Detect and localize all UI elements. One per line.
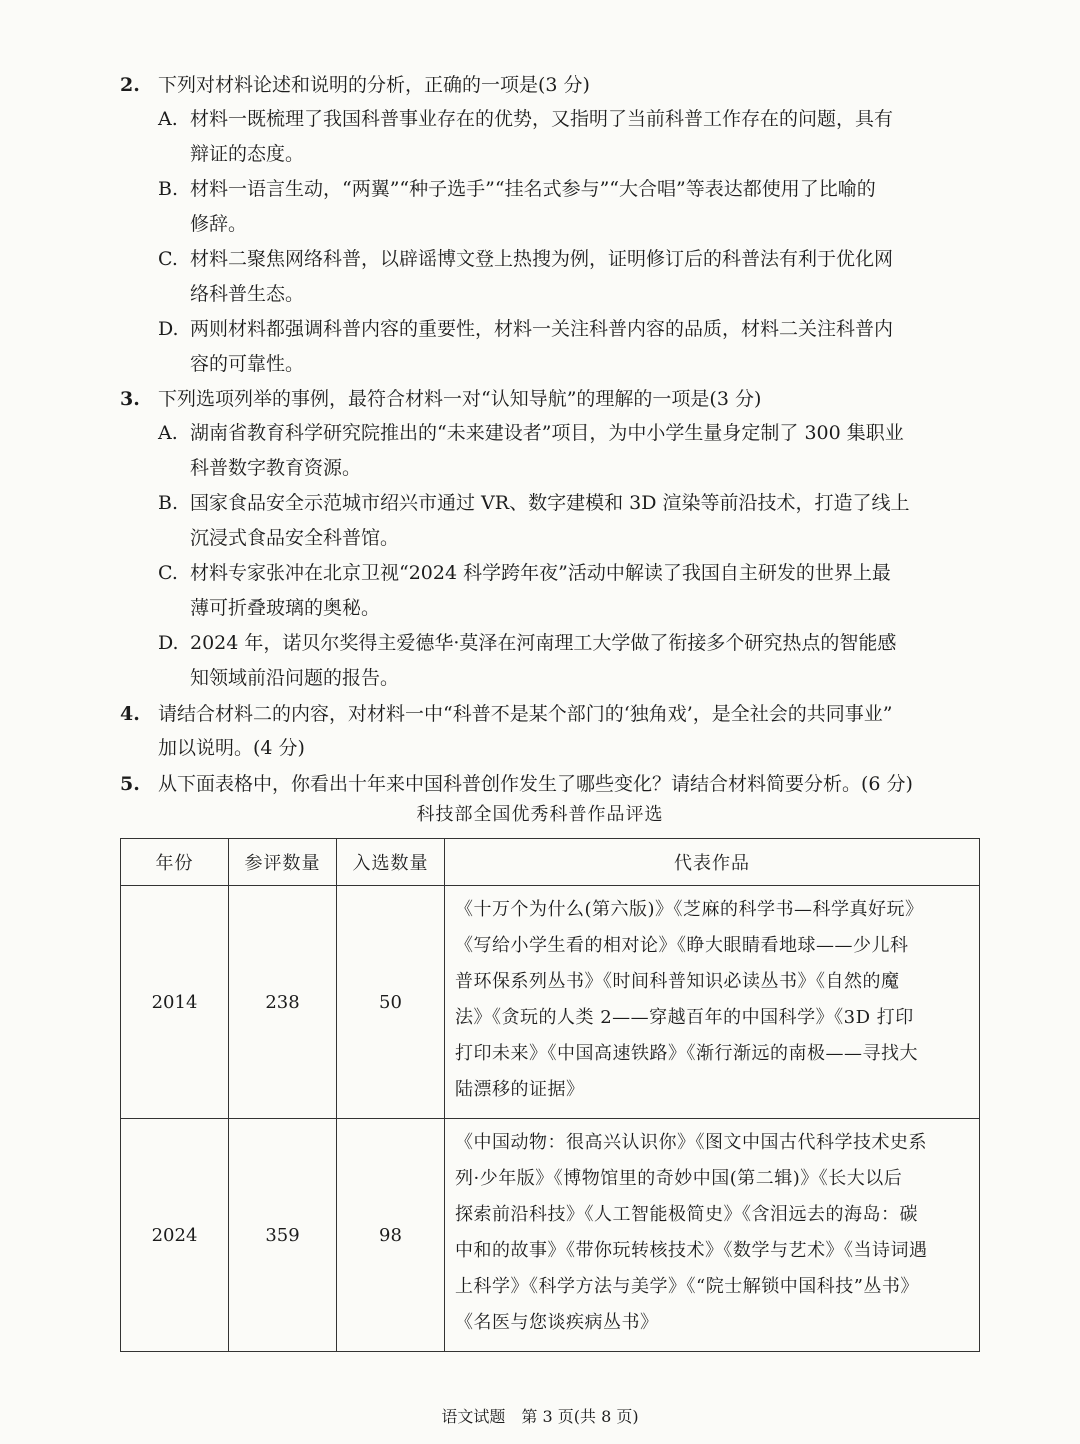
option-label: B. — [158, 492, 179, 514]
works-line: 普环保系列丛书》《时间科普知识必读丛书》《自然的魔 — [455, 971, 900, 992]
question-number: 2. — [120, 74, 140, 96]
option-c-cont — [120, 277, 990, 312]
option-label: A. — [158, 108, 178, 130]
option-a — [120, 102, 990, 137]
cell-works — [445, 1119, 980, 1352]
option-a — [120, 416, 990, 451]
works-table — [120, 838, 980, 1352]
option-text: 容的可靠性。 — [190, 353, 305, 375]
option-label: D. — [158, 318, 179, 340]
option-text: 络科普生态。 — [190, 283, 305, 305]
option-text: 材料专家张冲在北京卫视“2024 科学跨年夜”活动中解读了我国自主研发的世界上最 — [190, 562, 891, 584]
option-a-cont — [120, 137, 990, 172]
cell-selected: 50 — [337, 886, 445, 1119]
question-number: 3. — [120, 388, 140, 410]
cell-year: 2024 — [121, 1119, 229, 1352]
question-5 — [120, 767, 990, 801]
option-c — [120, 242, 990, 277]
works-line: 打印未来》《中国高速铁路》《渐行渐远的南极——寻找大 — [455, 1043, 918, 1064]
works-line: 《名医与您谈疾病丛书》 — [455, 1312, 659, 1333]
header-selected: 入选数量 — [337, 839, 445, 886]
option-b-cont — [120, 521, 990, 556]
option-text: 两则材料都强调科普内容的重要性，材料一关注科普内容的品质，材料二关注科普内 — [190, 318, 894, 340]
question-stem — [120, 767, 990, 801]
question-text: 从下面表格中，你看出十年来中国科普创作发生了哪些变化？请结合材料简要分析。(6 分) — [158, 773, 913, 795]
option-text: 湖南省教育科学研究院推出的“未来建设者”项目，为中小学生量身定制了 300 集职业 — [190, 422, 904, 444]
option-text: 科普数字教育资源。 — [190, 457, 362, 479]
question-stem-cont — [120, 731, 990, 765]
option-label: D. — [158, 632, 179, 654]
question-3 — [120, 382, 990, 696]
table-row — [121, 886, 980, 1119]
question-text: 请结合材料二的内容，对材料一中“科普不是某个部门的‘独角戏’，是全社会的共同事业” — [158, 703, 893, 725]
option-c — [120, 556, 990, 591]
option-label: C. — [158, 562, 178, 584]
question-stem — [120, 382, 990, 416]
option-b-cont — [120, 207, 990, 242]
works-line: 上科学》《科学方法与美学》《“院士解锁中国科技”丛书》 — [455, 1276, 919, 1297]
option-d — [120, 626, 990, 661]
option-d — [120, 312, 990, 347]
cell-selected: 98 — [337, 1119, 445, 1352]
question-number: 5. — [120, 773, 140, 795]
option-b — [120, 172, 990, 207]
option-c-cont — [120, 591, 990, 626]
works-line: 《写给小学生看的相对论》《睁大眼睛看地球——少儿科 — [455, 935, 909, 956]
works-line: 中和的故事》《带你玩转核技术》《数学与艺术》《当诗词遇 — [455, 1240, 928, 1261]
option-text: 知领域前沿问题的报告。 — [190, 667, 400, 689]
option-text: 材料一既梳理了我国科普事业存在的优势，又指明了当前科普工作存在的问题，具有 — [190, 108, 894, 130]
option-text: 沉浸式食品安全科普馆。 — [190, 527, 400, 549]
works-line: 陆漂移的证据》 — [455, 1079, 585, 1100]
question-text: 下列选项列举的事例，最符合材料一对“认知导航”的理解的一项是(3 分) — [158, 388, 762, 410]
option-text: 2024 年，诺贝尔奖得主爱德华·莫泽在河南理工大学做了衔接多个研究热点的智能感 — [190, 632, 897, 654]
cell-works — [445, 886, 980, 1119]
table-header-row — [121, 839, 980, 886]
works-line: 《中国动物：很高兴认识你》《图文中国古代科学技术史系 — [455, 1132, 927, 1153]
cell-submitted: 238 — [229, 886, 337, 1119]
cell-submitted: 359 — [229, 1119, 337, 1352]
option-text: 薄可折叠玻璃的奥秘。 — [190, 597, 381, 619]
option-text: 材料一语言生动，“两翼”“种子选手”“挂名式参与”“大合唱”等表达都使用了比喻的 — [190, 178, 876, 200]
question-text: 下列对材料论述和说明的分析，正确的一项是(3 分) — [158, 74, 590, 96]
page-footer: 语文试题 第 3 页(共 8 页) — [441, 1407, 639, 1426]
header-submitted: 参评数量 — [229, 839, 337, 886]
works-line: 探索前沿科技》《人工智能极简史》《含泪远去的海岛：碳 — [455, 1204, 918, 1225]
option-label: B. — [158, 178, 179, 200]
option-label: A. — [158, 422, 178, 444]
header-works: 代表作品 — [445, 839, 980, 886]
question-2 — [120, 68, 990, 382]
option-d-cont — [120, 661, 990, 696]
option-text: 修辞。 — [190, 213, 248, 235]
works-line: 列·少年版》《博物馆里的奇妙中国(第二辑)》《长大以后 — [455, 1168, 903, 1189]
option-d-cont — [120, 347, 990, 382]
question-stem — [120, 68, 990, 102]
option-text: 辩证的态度。 — [190, 143, 305, 165]
question-number: 4. — [120, 703, 140, 725]
works-line: 法》《贪玩的人类 2——穿越百年的中国科学》《3D 打印 — [455, 1007, 914, 1028]
option-b — [120, 486, 990, 521]
table-caption: 科技部全国优秀科普作品评选 — [416, 804, 664, 825]
question-stem — [120, 697, 990, 731]
option-label: C. — [158, 248, 178, 270]
option-a-cont — [120, 451, 990, 486]
header-year: 年份 — [121, 839, 229, 886]
option-text: 国家食品安全示范城市绍兴市通过 VR、数字建模和 3D 渲染等前沿技术，打造了线上 — [190, 492, 910, 514]
works-line: 《十万个为什么(第六版)》《芝麻的科学书—科学真好玩》 — [455, 899, 924, 920]
option-text: 材料二聚焦网络科普，以辟谣博文登上热搜为例，证明修订后的科普法有利于优化网 — [190, 248, 894, 270]
cell-year: 2014 — [121, 886, 229, 1119]
question-4 — [120, 697, 990, 765]
table-row — [121, 1119, 980, 1352]
question-text: 加以说明。(4 分) — [158, 737, 305, 759]
